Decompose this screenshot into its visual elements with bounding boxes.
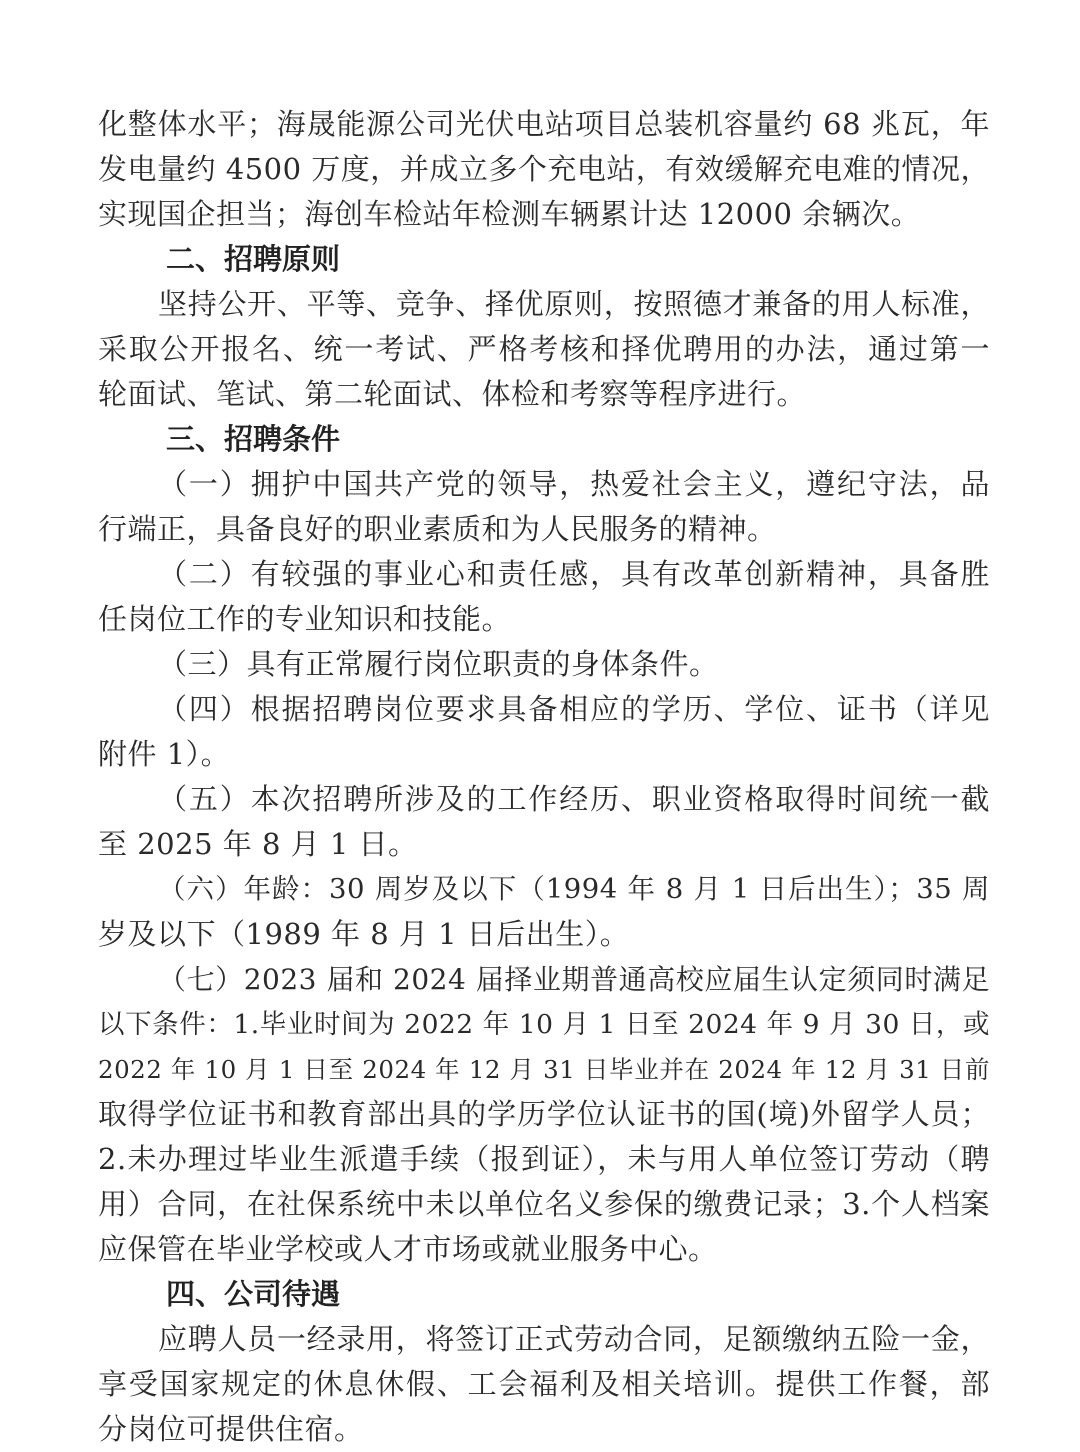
condition-item-1 [98,462,990,552]
document-page [98,102,990,1452]
condition-item-2 [98,552,990,642]
text-line: 2.未办理过毕业生派遣手续（报到证），未与用人单位签订劳动（聘 [98,1142,990,1176]
principles-paragraph [98,282,990,417]
text-line: 分岗位可提供住宿。 [98,1412,364,1446]
text-line: 应保管在毕业学校或人才市场或就业服务中心。 [98,1232,718,1266]
text-line: （六）年龄：30 周岁及以下（1994 年 8 月 1 日后出生）；35 周 [158,873,990,905]
text-line: 应聘人员一经录用，将签订正式劳动合同，足额缴纳五险一金， [158,1322,990,1356]
text-line: （二）有较强的事业心和责任感，具有改革创新精神，具备胜 [158,557,990,591]
text-line: 以下条件：1.毕业时间为 2022 年 10 月 1 日至 2024 年 9 月 30 日，或 [98,1009,990,1040]
text-line: 实现国企担当；海创车检站年检测车辆累计达 12000 余辆次。 [98,197,921,231]
condition-item-4 [98,687,990,777]
benefits-paragraph [98,1317,990,1452]
text-line: 附件 1）。 [98,737,231,771]
text-line: 2022 年 10 月 1 日至 2024 年 12 月 31 日毕业并在 2024 年 12 月 31 日前 [98,1055,990,1084]
text-line: （四）根据招聘岗位要求具备相应的学历、学位、证书（详见 [158,692,990,726]
condition-item-5 [98,777,990,867]
text-line: （三）具有正常履行岗位职责的身体条件。 [158,647,719,681]
text-line: 取得学位证书和教育部出具的学历学位认证书的国(境)外留学人员； [98,1097,990,1131]
text-line: 采取公开报名、统一考试、严格考核和择优聘用的办法，通过第一 [98,332,990,366]
text-line: 化整体水平；海晟能源公司光伏电站项目总装机容量约 68 兆瓦，年 [98,107,990,141]
text-line: 岁及以下（1989 年 8 月 1 日后出生）。 [98,917,630,951]
text-line: （七）2023 届和 2024 届择业期普通高校应届生认定须同时满足 [158,963,990,996]
condition-item-7 [98,957,990,1272]
text-line: 轮面试、笔试、第二轮面试、体检和考察等程序进行。 [98,377,807,411]
text-line: 坚持公开、平等、竞争、择优原则，按照德才兼备的用人标准， [158,287,990,321]
section-heading-recruitment-principles: 二、招聘原则 [166,242,341,276]
section-heading-company-benefits: 四、公司待遇 [166,1277,341,1311]
condition-item-6 [98,867,990,957]
text-line: （五）本次招聘所涉及的工作经历、职业资格取得时间统一截 [158,782,990,816]
text-line: 发电量约 4500 万度，并成立多个充电站，有效缓解充电难的情况， [98,152,990,186]
text-line: 至 2025 年 8 月 1 日。 [98,827,418,861]
intro-paragraph [98,102,990,237]
text-line: 享受国家规定的休息休假、工会福利及相关培训。提供工作餐，部 [98,1367,990,1401]
text-line: 行端正，具备良好的职业素质和为人民服务的精神。 [98,512,777,546]
text-line: （一）拥护中国共产党的领导，热爱社会主义，遵纪守法，品 [158,467,990,501]
text-line: 用）合同，在社保系统中未以单位名义参保的缴费记录；3.个人档案 [98,1187,990,1221]
text-line: 任岗位工作的专业知识和技能。 [98,602,512,636]
condition-item-3 [98,642,990,687]
section-heading-recruitment-conditions: 三、招聘条件 [166,422,341,456]
